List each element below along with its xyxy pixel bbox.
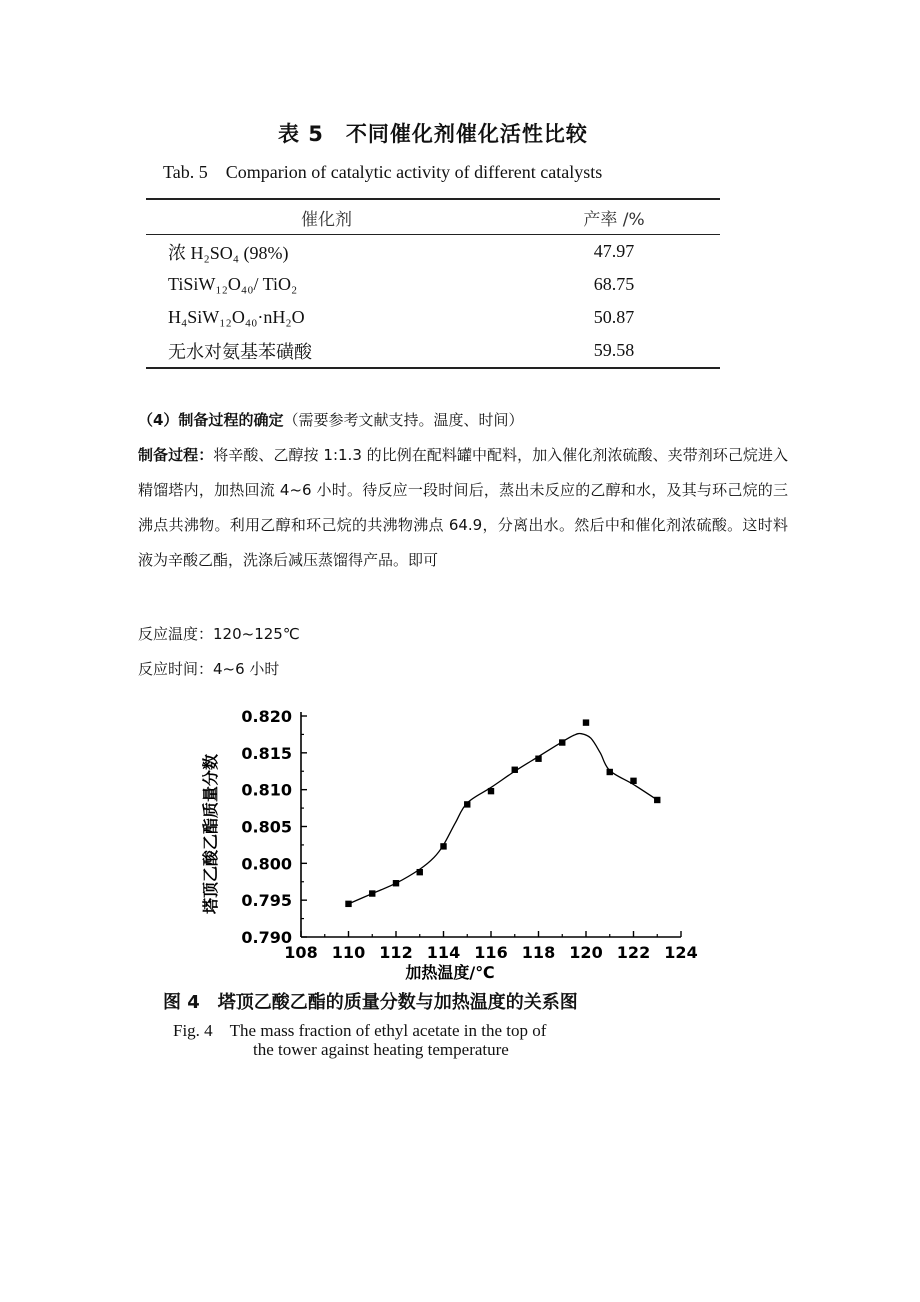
cell-yield: 47.97 [593, 241, 635, 261]
section-heading-note: （需要参考文献支持。温度、时间） [283, 411, 524, 429]
data-point [607, 769, 613, 775]
header-yield: 产率 /% [583, 209, 645, 230]
cell-yield: 59.58 [593, 340, 635, 360]
figure-caption-en-1: Fig. 4 The mass fraction of ethyl acetate in the top of [173, 1021, 547, 1040]
figure-caption-cn: 图 4 塔顶乙酸乙酯的质量分数与加热温度的关系图 [163, 992, 578, 1013]
data-point [417, 869, 423, 875]
process-label: 制备过程： [138, 446, 214, 464]
chart-fit-curve [349, 734, 658, 904]
header-catalyst: 催化剂 [301, 209, 352, 230]
table-row [146, 301, 720, 334]
y-tick-label: 0.790 [241, 928, 292, 947]
figure-4-chart [180, 700, 700, 990]
process-paragraph [138, 438, 788, 578]
data-point [583, 719, 589, 725]
y-tick-label: 0.820 [241, 707, 292, 726]
data-point [535, 756, 541, 762]
table-header-row [146, 199, 720, 235]
x-tick-label: 120 [569, 943, 603, 962]
figure-caption-en-2: the tower against heating temperature [253, 1040, 509, 1059]
table-title-en: Tab. 5 Comparion of catalytic activity of different catalysts [163, 162, 603, 182]
data-point [512, 767, 518, 773]
cell-catalyst: 浓 H₂SO₄ (98%) [168, 242, 289, 263]
table-row [146, 334, 720, 368]
catalyst-table [146, 198, 720, 369]
y-tick-label: 0.795 [241, 891, 292, 911]
x-axis-label: 加热温度/℃ [405, 963, 495, 982]
x-tick-label: 110 [331, 943, 366, 962]
cell-catalyst: 无水对氨基苯磺酸 [168, 341, 312, 362]
process-text: 将辛酸、乙醇按 1:1.3 的比例在配料罐中配料，加入催化剂浓硫酸、夹带剂环己烷进入精馏塔内，加热回流 4~6 小时。待反应一段时间后，蒸出未反应的乙醇和水，及其与环己烷的三沸点共沸物。利用乙醇和环己烷的共沸物沸点 64.9，分离出水。然后中和催化剂浓硫酸。这时料液为辛酸乙酯，洗涤后减压蒸馏得产品。即可 [138, 446, 788, 569]
data-point [630, 778, 636, 784]
chart-axes [301, 712, 681, 937]
table-row [146, 235, 720, 269]
table-title-cn: 表 5 不同催化剂催化活性比较 [278, 122, 588, 146]
section-heading [138, 403, 523, 438]
x-tick-label: 114 [426, 943, 461, 962]
data-point [488, 788, 494, 794]
x-tick-label: 116 [474, 943, 508, 962]
x-tick-label: 112 [379, 943, 413, 962]
data-point [345, 901, 351, 907]
reaction-temperature: 反应温度：120~125℃ [138, 625, 300, 643]
data-point [654, 797, 660, 803]
cell-catalyst: TiSiW₁₂O₄₀/ TiO₂ [168, 274, 298, 294]
chart-points [345, 719, 660, 907]
x-tick-label: 118 [521, 943, 556, 962]
y-tick-label: 0.805 [241, 817, 292, 837]
data-point [440, 843, 446, 849]
y-tick-label: 0.815 [241, 743, 292, 763]
table-row [146, 268, 720, 301]
cell-yield: 50.87 [593, 307, 635, 327]
y-axis-label: 塔顶乙酸乙酯质量分数 [201, 753, 220, 915]
cell-catalyst: H₄SiW₁₂O₄₀·nH₂O [168, 307, 305, 327]
data-point [393, 880, 399, 886]
fit-curve-path [349, 734, 658, 904]
section-heading-bold: （4）制备过程的确定 [138, 411, 284, 429]
chart-ticks [241, 707, 697, 962]
reaction-time: 反应时间：4~6 小时 [138, 660, 280, 678]
x-tick-label: 124 [664, 943, 698, 962]
data-point [559, 739, 565, 745]
data-point [464, 801, 470, 807]
data-point [369, 890, 375, 896]
x-tick-label: 108 [284, 943, 318, 962]
cell-yield: 68.75 [593, 274, 635, 294]
x-tick-label: 122 [616, 943, 651, 962]
y-tick-label: 0.800 [241, 854, 292, 874]
y-tick-label: 0.810 [241, 780, 292, 800]
